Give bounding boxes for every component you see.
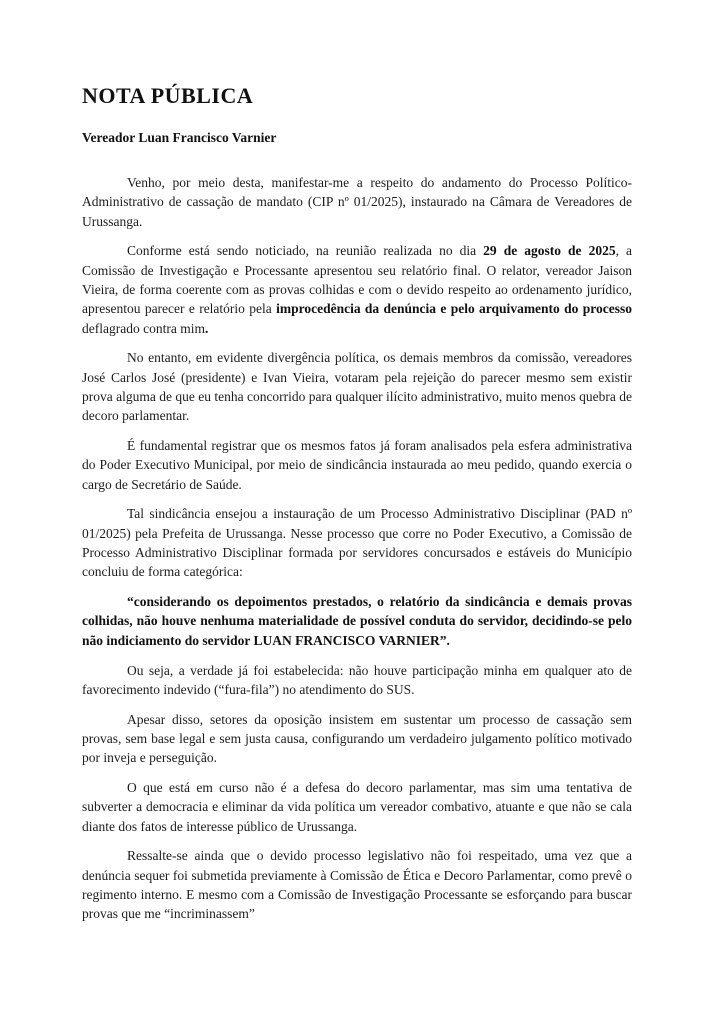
text-run: Tal sindicância ensejou a instauração de um Processo Administrativo Disciplinar (PAD nº 01/2025) pela Prefeita de Urussanga. Nesse processo que corre no Poder Executivo, a Comissão de Processo Administrativo Disciplinar formada por servidores concursados e estáveis do Município concluiu de forma categórica: bbox=[82, 506, 632, 580]
text-run: Ou seja, a verdade já foi estabelecida: não houve participação minha em qualquer ato de favorecimento indevido (“fura-fila”) no atendimento do SUS. bbox=[82, 662, 632, 697]
text-run: Ressalte-se ainda que o devido processo legislativo não foi respeitado, uma vez que a denúncia sequer foi submetida previamente à Comissão de Ética e Decoro Parlamentar, como prevê o regimento interno. E mesmo com a Comissão de Investigação Processante se esforçando para buscar provas que me “incriminassem” bbox=[82, 848, 632, 922]
text-run: deflagrado contra mim bbox=[82, 320, 205, 336]
paragraph bbox=[82, 778, 632, 836]
text-run: , a Comissão de Investigação e Processante apresentou seu relatório final. O relator, vereador Jaison Vieira, de forma coerente com as provas colhidas e com o devido respeito ao ordenamento jurídico, apresentou parecer e relatório pela bbox=[82, 243, 633, 317]
page-title: NOTA PÚBLICA bbox=[82, 83, 254, 108]
paragraph bbox=[82, 173, 632, 231]
author-line: Vereador Luan Francisco Varnier bbox=[82, 130, 277, 145]
text-run: É fundamental registrar que os mesmos fatos já foram analisados pela esfera administrativa do Poder Executivo Municipal, por meio de sindicância instaurada ao meu pedido, quando exercia o cargo de Secretário de Saúde. bbox=[82, 438, 632, 492]
text-run: Conforme está sendo noticiado, na reunião realizada no dia bbox=[127, 243, 484, 259]
paragraph bbox=[82, 710, 632, 768]
document-body bbox=[82, 173, 632, 924]
text-run-bold: 29 de agosto de 2025 bbox=[483, 243, 616, 259]
paragraph bbox=[82, 436, 632, 494]
text-run-bold: improcedência da denúncia e pelo arquivamento do processo bbox=[276, 301, 632, 317]
text-run: O que está em curso não é a defesa do decoro parlamentar, mas sim uma tentativa de subverter a democracia e eliminar da vida política um vereador combativo, atuante e que não se cala diante dos fatos de interesse público de Urussanga. bbox=[82, 780, 632, 834]
paragraph bbox=[82, 504, 632, 581]
text-run-bold: . bbox=[204, 320, 209, 336]
paragraph bbox=[82, 846, 632, 923]
text-run: No entanto, em evidente divergência política, os demais membros da comissão, vereadores José Carlos José (presidente) e Ivan Vieira, votaram pela rejeição do parecer mesmo sem existir prova alguma de que eu tenha concorrido para qualquer ilícito administrativo, muito menos quebra de decoro parlamentar. bbox=[82, 350, 632, 424]
paragraph bbox=[82, 241, 632, 337]
text-run: Venho, por meio desta, manifestar-me a respeito do andamento do Processo Político-Administrativo de cassação de mandato (CIP nº 01/2025), instaurado na Câmara de Vereadores de Urussanga. bbox=[82, 175, 632, 229]
paragraph bbox=[82, 592, 632, 650]
paragraph bbox=[82, 661, 632, 700]
paragraph bbox=[82, 348, 632, 425]
text-run: Apesar disso, setores da oposição insistem em sustentar um processo de cassação sem provas, sem base legal e sem justa causa, configurando um verdadeiro julgamento político motivado por inveja e perseguição. bbox=[82, 711, 632, 766]
text-run-bold: “considerando os depoimentos prestados, o relatório da sindicância e demais provas colhidas, não houve nenhuma materialidade de possível conduta do servidor, decidindo-se pelo não indiciamento do servidor LUAN FRANCISCO VARNIER”. bbox=[82, 594, 632, 648]
